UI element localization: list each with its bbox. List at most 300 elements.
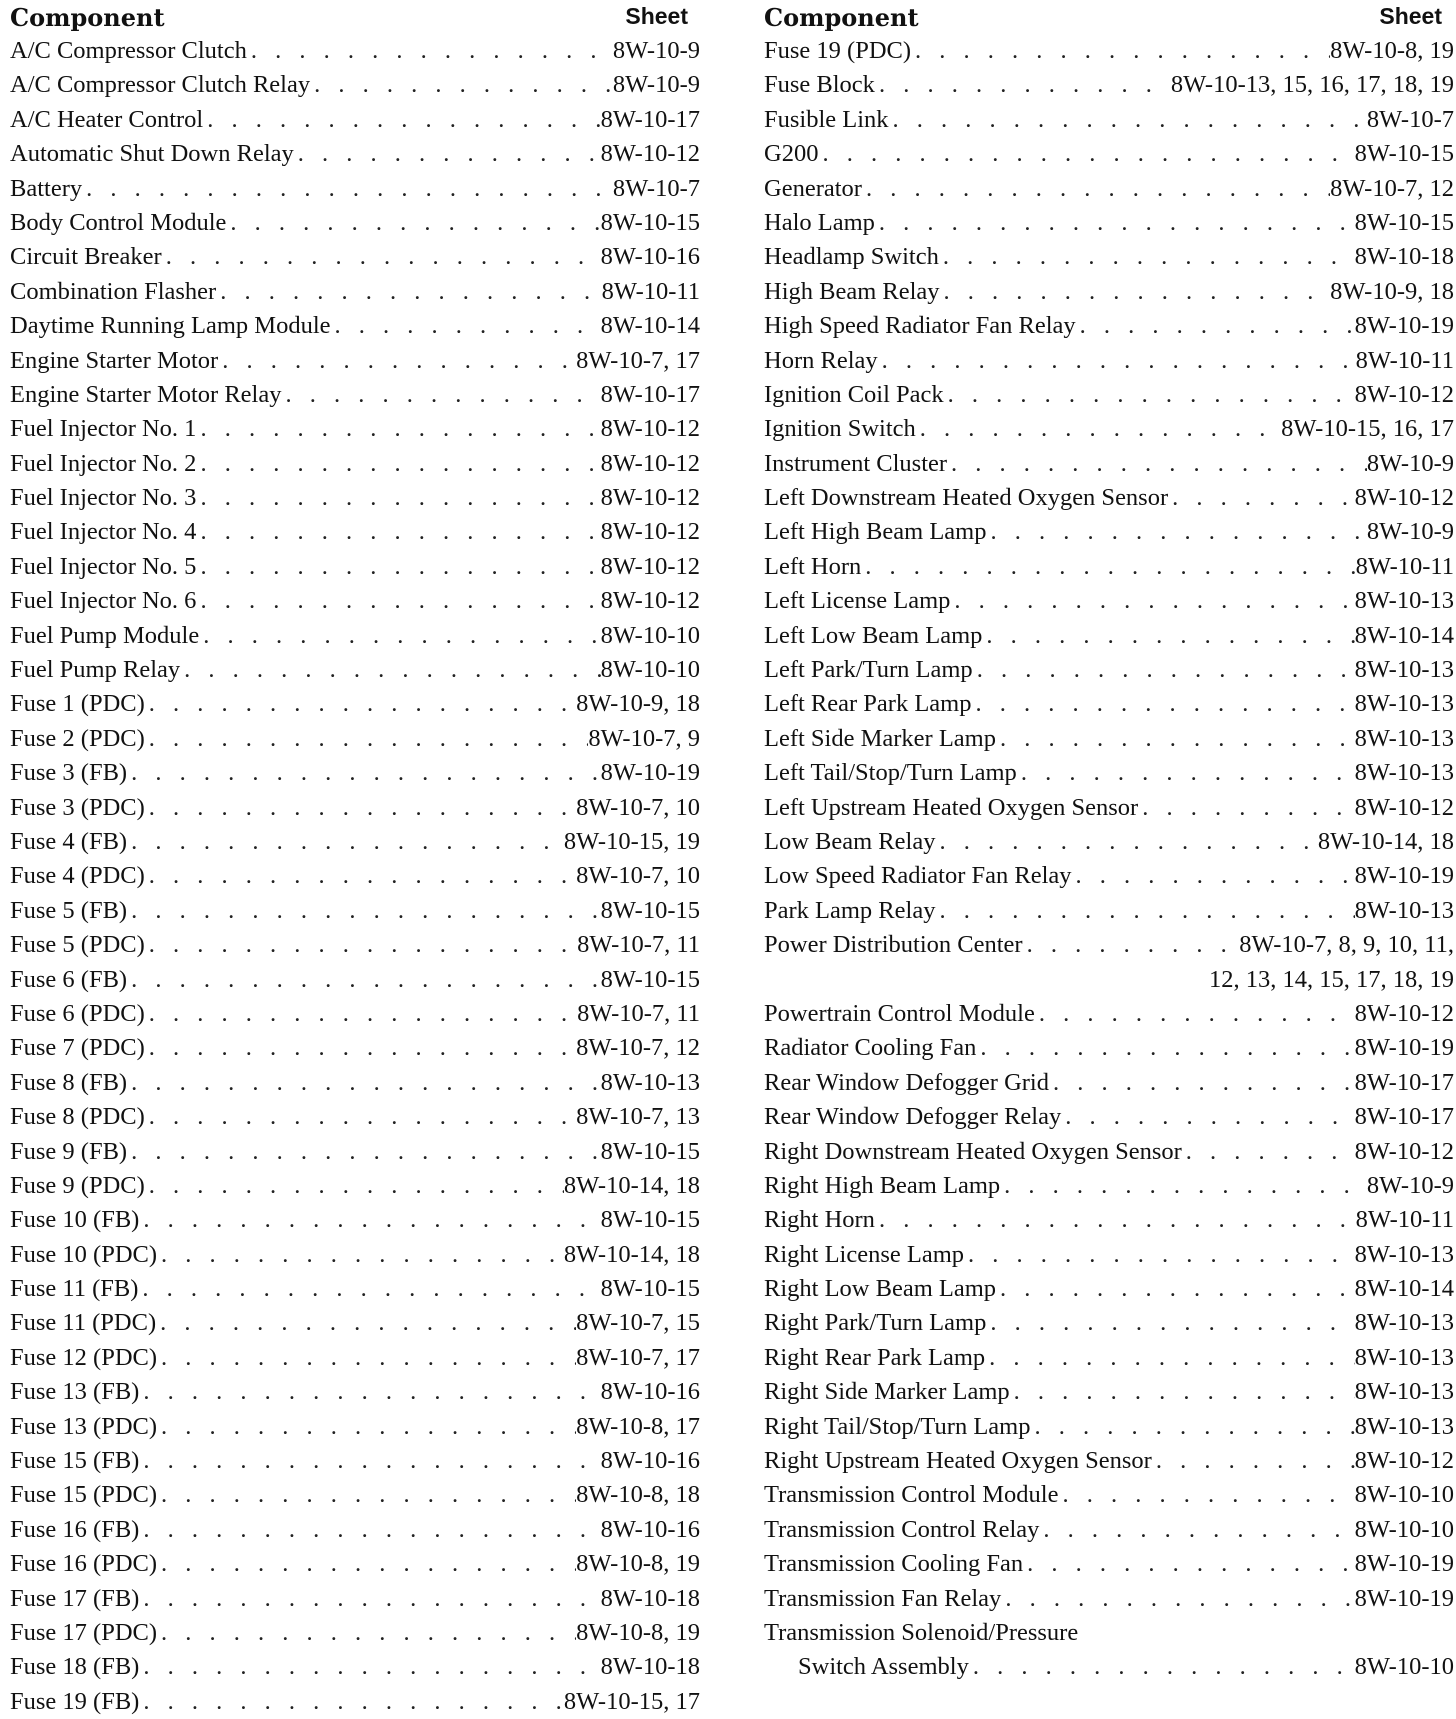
leader-dots [145,1031,576,1065]
component-name: Fuse 7 (PDC) [10,1034,145,1062]
component-name: Fuse 10 (PDC) [10,1240,158,1268]
sheet-reference: 8W-10-13 [1354,690,1454,718]
leader-dots [964,1238,1355,1272]
leader-dots [818,137,1354,171]
component-name: Left Low Beam Lamp [764,621,983,649]
component-list [764,34,1454,1685]
component-name: Right Side Marker Lamp [764,1378,1010,1406]
sheet-reference: 8W-10-12 [600,140,700,168]
sheet-reference: 8W-10-11 [1355,1206,1454,1234]
index-entry [764,275,1454,309]
sheet-reference: 8W-10-17 [1354,1103,1454,1131]
leader-dots [216,275,601,309]
sheet-reference: 8W-10-7, 17 [576,1343,700,1371]
component-name: Fuse 5 (FB) [10,896,128,924]
component-name: Fuse 16 (PDC) [10,1550,158,1578]
leader-dots [1001,1582,1354,1616]
sheet-reference: 8W-10-16 [600,1447,700,1475]
index-entry [10,309,700,343]
index-entry [10,1135,700,1169]
index-entry [10,722,700,756]
sheet-reference: 8W-10-15, 16, 17 [1281,415,1454,443]
index-entry [10,1547,700,1581]
index-entry [10,653,700,687]
sheet-reference: 8W-10-12 [600,484,700,512]
sheet-reference: 8W-10-12 [1354,1447,1454,1475]
leader-dots [127,894,601,928]
sheet-reference: 8W-10-16 [600,1515,700,1543]
component-name: Right Rear Park Lamp [764,1343,986,1371]
leader-dots [971,687,1354,721]
sheet-reference: 8W-10-19 [1354,862,1454,890]
index-entry [764,1135,1454,1169]
index-entry [764,309,1454,343]
sheet-header: Sheet [1379,3,1442,29]
sheet-reference: 8W-10-16 [600,243,700,271]
sheet-reference: 8W-10-7, 10 [576,793,700,821]
sheet-reference: 8W-10-15 [600,1275,700,1303]
sheet-reference: 8W-10-15 [600,1206,700,1234]
leader-dots [982,619,1354,653]
index-entry [764,412,1454,446]
index-entry [764,722,1454,756]
component-name: Right Park/Turn Lamp [764,1309,987,1337]
index-entry [10,1444,700,1478]
leader-dots [196,515,600,549]
index-entry [764,1169,1454,1203]
component-name: A/C Compressor Clutch Relay [10,71,311,99]
sheet-reference: 8W-10-18 [1354,243,1454,271]
sheet-reference: 8W-10-19 [1354,312,1454,340]
index-entry [764,928,1454,962]
component-name: Headlamp Switch [764,243,939,271]
sheet-reference: 8W-10-18 [600,1584,700,1612]
leader-dots [939,240,1355,274]
index-entry [764,653,1454,687]
sheet-reference: 8W-10-15 [1354,140,1454,168]
leader-dots [196,584,600,618]
leader-dots [986,515,1366,549]
component-list [10,34,700,1719]
leader-dots [199,619,600,653]
component-name: Right Low Beam Lamp [764,1275,997,1303]
leader-dots [1061,1100,1354,1134]
sheet-reference: 8W-10-9, 18 [576,690,700,718]
sheet-reference: 8W-10-7, 12 [576,1034,700,1062]
leader-dots [157,1410,576,1444]
index-entry [764,447,1454,481]
component-index-right-column [764,0,1454,1685]
component-name: Fuse 17 (FB) [10,1584,140,1612]
sheet-reference: 8W-10-15 [600,965,700,993]
index-entry [764,1616,1454,1650]
component-name: Right Horn [764,1206,875,1234]
index-entry [764,378,1454,412]
component-name: Powertrain Control Module [764,999,1035,1027]
leader-dots [145,859,576,893]
component-name: Fuse 16 (FB) [10,1515,140,1543]
index-entry [764,206,1454,240]
leader-dots [1049,1066,1355,1100]
component-name: Fuse 11 (FB) [10,1275,139,1303]
component-name: Fuse 5 (PDC) [10,931,145,959]
component-name: Right Downstream Heated Oxygen Sensor [764,1137,1182,1165]
leader-dots [139,1582,600,1616]
component-name: Generator [764,174,862,202]
index-entry-continuation [764,1650,1454,1684]
leader-dots [935,825,1317,859]
sheet-reference: 8W-10-13 [1354,724,1454,752]
sheet-reference: 8W-10-12 [1354,1137,1454,1165]
sheet-reference: 8W-10-13 [600,1068,700,1096]
component-name: Fuse 12 (PDC) [10,1343,158,1371]
leader-dots [82,172,613,206]
component-name: Fuel Injector No. 1 [10,415,197,443]
index-entry [764,791,1454,825]
leader-dots [878,344,1356,378]
leader-dots [1030,1410,1354,1444]
leader-dots [127,756,601,790]
sheet-reference: 8W-10-19 [1354,1550,1454,1578]
sheet-reference: 8W-10-12 [600,587,700,615]
sheet-reference: 8W-10-13 [1354,896,1454,924]
leader-dots [875,1203,1356,1237]
index-entry [10,1616,700,1650]
sheet-reference: 8W-10-15 [600,896,700,924]
index-entry [10,275,700,309]
sheet-reference: 8W-10-12 [1354,793,1454,821]
sheet-reference: 8W-10-14 [1354,1275,1454,1303]
sheet-reference: 8W-10-15, 19 [563,827,700,855]
sheet-reference: 8W-10-7, 9 [588,724,700,752]
sheet-reference: 8W-10-10 [1354,1481,1454,1509]
leader-dots [145,997,577,1031]
column-header [764,0,1454,34]
index-entry [10,481,700,515]
index-entry [10,894,700,928]
sheet-reference: 8W-10-13 [1354,1343,1454,1371]
index-entry [10,1272,700,1306]
leader-dots [947,447,1367,481]
component-name: Power Distribution Center [764,931,1023,959]
index-entry [10,1410,700,1444]
leader-dots [162,240,601,274]
index-entry [764,34,1454,68]
sheet-reference: 8W-10-13 [1354,1309,1454,1337]
index-entry [764,1582,1454,1616]
sheet-reference: 8W-10-12 [600,552,700,580]
sheet-reference: 8W-10-7 [612,174,700,202]
index-entry [10,825,700,859]
sheet-reference: 8W-10-12 [600,415,700,443]
component-name: Fuse 15 (PDC) [10,1481,158,1509]
component-name: Automatic Shut Down Relay [10,140,294,168]
leader-dots [196,447,600,481]
index-entry [10,1341,700,1375]
component-name: Battery [10,174,83,202]
sheet-reference: 8W-10-9 [612,71,700,99]
component-name: Daytime Running Lamp Module [10,312,331,340]
component-name: Fuse 2 (PDC) [10,724,145,752]
index-entry [764,103,1454,137]
sheet-reference: 8W-10-12 [600,518,700,546]
leader-dots [281,378,600,412]
leader-dots [976,1031,1354,1065]
sheet-reference: 8W-10-8, 17 [576,1412,700,1440]
component-name: Fuel Pump Module [10,621,200,649]
component-name: Rear Window Defogger Grid [764,1068,1049,1096]
component-name: Fuse 19 (PDC) [764,37,912,64]
leader-dots [950,584,1354,618]
leader-dots [1000,1169,1367,1203]
sheet-reference: 8W-10-7, 15 [576,1309,700,1337]
component-name: Fuse 10 (FB) [10,1206,140,1234]
index-entry [764,1513,1454,1547]
component-name: Fuse 17 (PDC) [10,1618,158,1646]
sheet-reference: 8W-10-14, 18 [563,1240,700,1268]
component-name: Right High Beam Lamp [764,1171,1001,1199]
leader-dots [127,825,564,859]
sheet-reference: 8W-10-11 [1355,552,1454,580]
index-entry [764,344,1454,378]
index-entry [10,1650,700,1684]
index-entry [764,894,1454,928]
sheet-reference: 8W-10-17 [1354,1068,1454,1096]
component-name: Fuse 13 (FB) [10,1378,140,1406]
component-name: Horn Relay [764,346,878,374]
sheet-reference: 8W-10-13 [1354,759,1454,787]
index-entry [10,928,700,962]
sheet-reference: 8W-10-10 [600,656,700,684]
component-name: Transmission Control Relay [764,1515,1040,1543]
component-name: Left Horn [764,552,862,580]
component-name: Left Park/Turn Lamp [764,656,973,684]
index-entry [10,447,700,481]
index-entry [764,515,1454,549]
index-entry [764,1547,1454,1581]
leader-dots [145,722,589,756]
component-name: High Speed Radiator Fan Relay [764,312,1076,340]
component-name: Fuse 8 (PDC) [10,1103,145,1131]
leader-dots [247,34,613,68]
component-name: Ignition Coil Pack [764,380,944,408]
leader-dots [294,137,601,171]
sheet-reference: 8W-10-13 [1354,587,1454,615]
component-name: Transmission Fan Relay [764,1584,1002,1612]
index-entry [764,1100,1454,1134]
leader-dots [1035,997,1355,1031]
index-entry [10,68,700,102]
component-name: Low Beam Relay [764,827,936,855]
leader-dots [139,1685,564,1719]
leader-dots [157,1341,576,1375]
column-header [10,0,700,34]
leader-dots [940,275,1331,309]
leader-dots [331,309,601,343]
index-entry [10,1582,700,1616]
leader-dots [127,1066,601,1100]
index-entry [10,1100,700,1134]
sheet-reference: 8W-10-19 [1354,1584,1454,1612]
leader-dots [180,653,601,687]
leader-dots [911,34,1330,68]
index-entry [10,515,700,549]
component-name: Fuse 11 (PDC) [10,1309,157,1337]
sheet-reference: 8W-10-15 [1354,208,1454,236]
component-name: Fusible Link [764,105,889,133]
leader-dots [196,481,600,515]
component-name: Left Side Marker Lamp [764,724,996,752]
component-name: Fuel Injector No. 4 [10,518,197,546]
index-entry [764,240,1454,274]
component-name: Left Downstream Heated Oxygen Sensor [764,484,1169,512]
index-entry [10,1513,700,1547]
index-entry [10,1066,700,1100]
index-entry [10,206,700,240]
sheet-reference: 8W-10-15 [600,1137,700,1165]
leader-dots [1072,859,1355,893]
sheet-reference: 8W-10-13 [1354,1240,1454,1268]
index-entry [764,859,1454,893]
leader-dots [889,103,1367,137]
index-entry [764,1031,1454,1065]
index-entry [764,1375,1454,1409]
leader-dots [139,1375,600,1409]
leader-dots [157,1478,576,1512]
leader-dots [127,1135,601,1169]
index-entry [10,1169,700,1203]
leader-dots [875,68,1171,102]
index-entry [10,1031,700,1065]
leader-dots [985,1341,1355,1375]
leader-dots [875,206,1355,240]
index-entry [10,687,700,721]
sheet-reference: 8W-10-12 [600,449,700,477]
index-entry [764,1478,1454,1512]
leader-dots [156,1306,576,1340]
index-entry [10,34,700,68]
component-name: Fuse 15 (FB) [10,1447,140,1475]
component-name: Fuse 8 (FB) [10,1068,128,1096]
component-name: Transmission Cooling Fan [764,1550,1024,1578]
component-name: A/C Compressor Clutch [10,37,247,64]
sheet-reference: 8W-10-7 [1366,105,1454,133]
sheet-reference: 8W-10-7, 12 [1330,174,1454,202]
leader-dots [916,412,1281,446]
component-name: Fuse 6 (FB) [10,965,128,993]
component-name: Fuse 3 (FB) [10,759,128,787]
leader-dots [138,1272,600,1306]
component-name: Fuse 18 (FB) [10,1653,140,1681]
index-entry [764,997,1454,1031]
leader-dots [996,1272,1355,1306]
leader-dots [973,653,1355,687]
index-entry [764,1306,1454,1340]
leader-dots [145,928,577,962]
index-entry [764,1341,1454,1375]
sheet-reference: 8W-10-9, 18 [1330,277,1454,305]
leader-dots [157,1547,576,1581]
sheet-reference: 8W-10-19 [600,759,700,787]
leader-dots [139,1203,600,1237]
component-name: Fuel Injector No. 2 [10,449,197,477]
leader-dots [986,1306,1354,1340]
component-name: Right License Lamp [764,1240,965,1268]
leader-dots [139,1513,600,1547]
sheet-reference: 8W-10-14, 18 [563,1171,700,1199]
leader-dots [127,963,601,997]
index-entry [10,378,700,412]
component-name: Fuel Pump Relay [10,656,181,684]
component-name: Combination Flasher [10,277,217,305]
component-name: Left Upstream Heated Oxygen Sensor [764,793,1139,821]
component-name: Left Rear Park Lamp [764,690,972,718]
component-index-left-column [10,0,700,1719]
sheet-reference: 8W-10-13 [1354,1378,1454,1406]
sheet-reference: 8W-10-13, 15, 16, 17, 18, 19 [1170,71,1454,99]
index-entry [10,619,700,653]
sheet-reference: 8W-10-12 [1354,999,1454,1027]
leader-dots [145,791,576,825]
leader-dots [1017,756,1355,790]
component-name: High Beam Relay [764,277,940,305]
component-name: Engine Starter Motor Relay [10,380,282,408]
index-entry [764,481,1454,515]
leader-dots [145,1169,564,1203]
sheet-reference: 8W-10-15 [600,208,700,236]
leader-dots [218,344,576,378]
index-entry [10,1203,700,1237]
sheet-reference: 8W-10-13 [1354,1412,1454,1440]
sheet-reference: 8W-10-8, 19 [1330,37,1454,64]
index-entry [10,550,700,584]
sheet-reference: 8W-10-10 [1354,1653,1454,1681]
sheet-reference: 8W-10-10 [600,621,700,649]
leader-dots [1023,928,1240,962]
leader-dots [996,722,1355,756]
index-entry [764,137,1454,171]
sheet-reference: 8W-10-8, 19 [576,1618,700,1646]
leader-dots [969,1650,1355,1684]
sheet-reference: 8W-10-9 [612,37,700,64]
component-name: Left Tail/Stop/Turn Lamp [764,759,1017,787]
sheet-reference: 8W-10-7, 8, 9, 10, 11, [1239,931,1454,959]
sheet-reference: 8W-10-12 [1354,380,1454,408]
leader-dots [203,103,600,137]
component-name: Rear Window Defogger Relay [764,1103,1062,1131]
index-entry [764,1272,1454,1306]
sheet-reference: 8W-10-8, 18 [576,1481,700,1509]
sheet-reference: 8W-10-7, 13 [576,1103,700,1131]
component-name: Fuse 19 (FB) [10,1687,140,1715]
index-entry [10,240,700,274]
sheet-reference: 8W-10-10 [1354,1515,1454,1543]
index-entry [764,756,1454,790]
leader-dots [1168,481,1355,515]
sheet-reference: 8W-10-17 [600,105,700,133]
sheet-reference: 8W-10-11 [1355,346,1454,374]
index-entry [764,584,1454,618]
component-name: Fuel Injector No. 5 [10,552,197,580]
sheet-reference: 8W-10-7, 11 [577,931,700,959]
sheet-reference: 8W-10-18 [600,1653,700,1681]
index-entry [10,584,700,618]
sheet-reference: 8W-10-15, 17 [563,1687,700,1715]
component-name: Right Upstream Heated Oxygen Sensor [764,1447,1152,1475]
index-entry [10,1238,700,1272]
index-entry [764,1238,1454,1272]
component-name: Body Control Module [10,208,227,236]
